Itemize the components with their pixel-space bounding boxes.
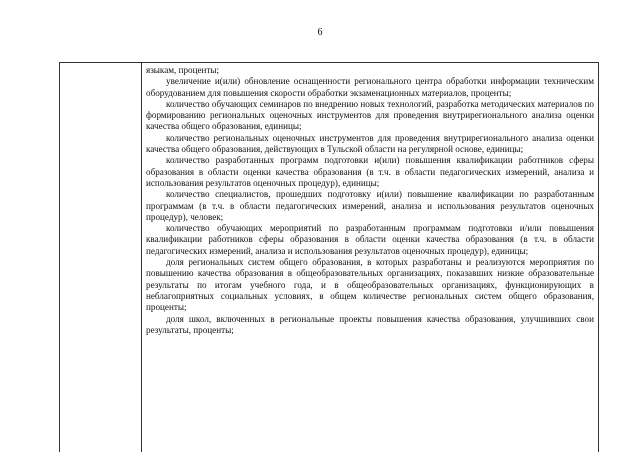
document-table [59,62,599,452]
table-right-column [142,63,598,452]
table-left-column [60,63,142,452]
page-number: 6 [317,27,323,38]
paragraph-4: количество региональных оценочных инструментов для проведения внутрирегионального анализа оценки качества общего образования, действующих в Тульской области на регулярной основе, единицы; [146,132,594,155]
paragraph-8: доля региональных систем общего образования, в которых разработаны и реализуются мероприятия по повышению качества образования в общеобразовательных организациях, показавших низкие образовательные результаты по итогам учебного года, и в общеобразовательных организациях, функционирующих в неблагоприятных социальных условиях, в общем количестве региональных систем общего образования, проценты; [146,257,594,313]
paragraph-5: количество разработанных программ подготовки и(или) повышения квалификации работников сферы образования в области оценки качества образования (в т.ч. в области педагогических измерений, анализа и использования результатов оценочных процедур), единицы; [146,155,594,188]
paragraph-3: количество обучающих семинаров по внедрению новых технологий, разработка методических материалов по формированию региональных оценочных инструментов для проведения внутрирегионального анализа оценки качества общего образования, единицы; [146,98,594,132]
paragraph-6: количество специалистов, прошедших подготовку и(или) повышение квалификации по разработанным программам (в т.ч. в области педагогических измерений, анализа и использования результатов оценочных процедур), человек; [146,189,594,222]
paragraph-1: языкам, проценты; [146,65,220,75]
paragraph-7: количество обучающих мероприятий по разработанным программам подготовки и/или повышения квалификации работников сферы образования в области оценки качества образования (в т.ч. в области педагогических измерений, анализа и использования результатов оценочных процедур), единицы; [146,223,594,256]
paragraph-2: увеличение и(или) обновление оснащенности регионального центра обработки информации техническим оборудованием для повышения скорости обработки экзаменационных материалов, проценты; [146,76,594,98]
paragraph-9: доля школ, включенных в региональные проекты повышения качества образования, улучшивших свои результаты, проценты; [146,313,594,335]
